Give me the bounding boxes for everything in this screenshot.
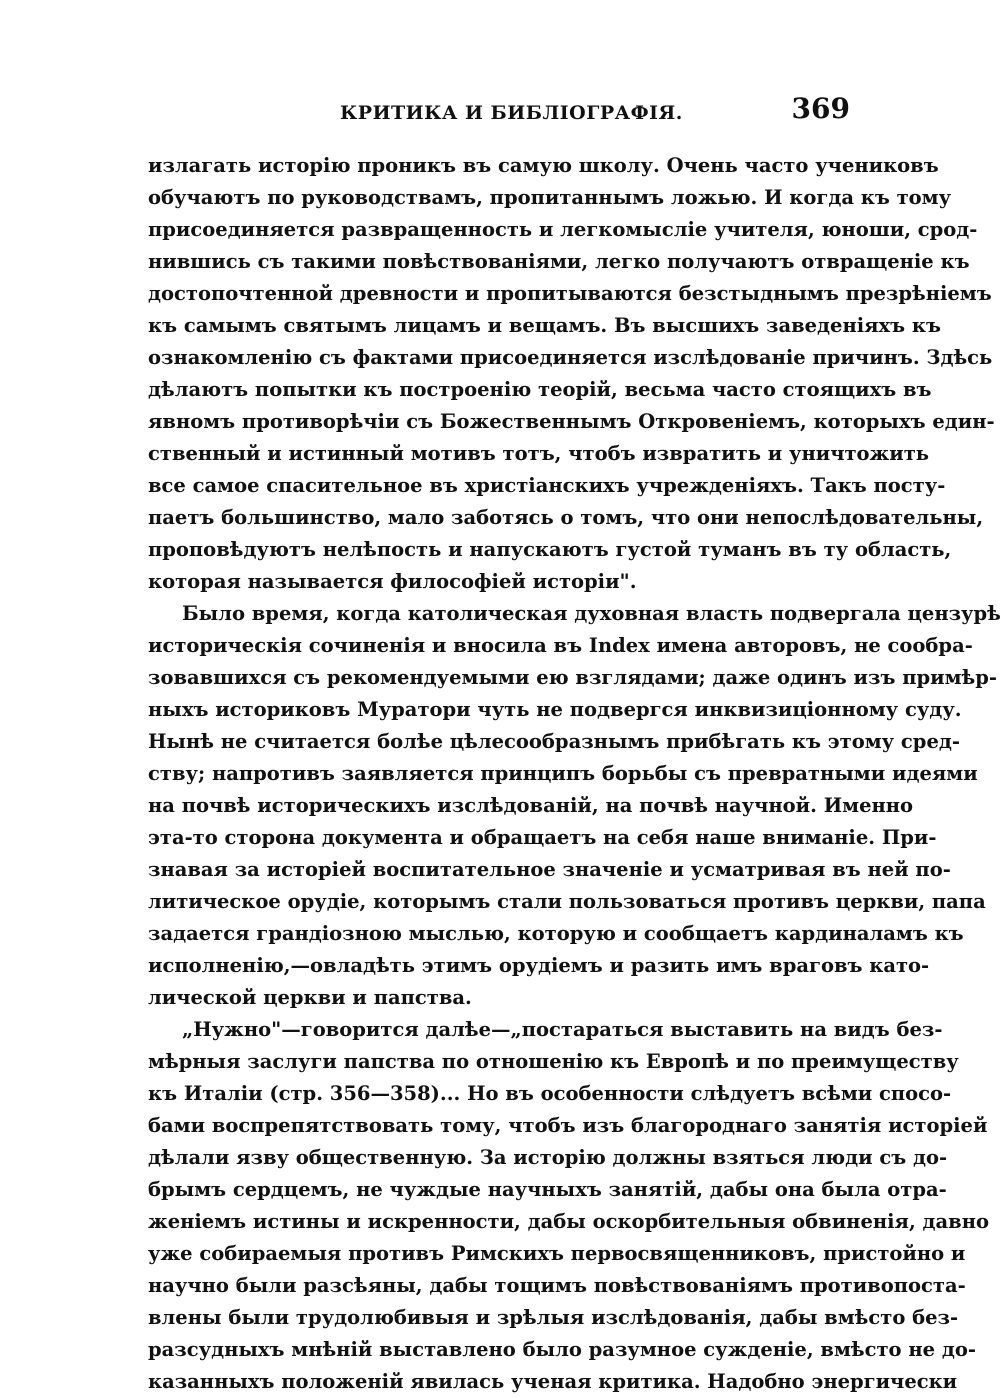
text-line: научно были разсѣяны, дабы тощимъ повѣствованіямъ противопоста-	[148, 1274, 966, 1297]
page-number: 369	[791, 92, 850, 125]
text-line: эта-то сторона документа и обращаетъ на себя наше вниманіе. При-	[148, 826, 937, 849]
text-line: разсудныхъ мнѣній выставлено было разумное сужденіе, вмѣсто не до-	[148, 1338, 976, 1361]
text-line: уже собираемыя противъ Римскихъ первосвященниковъ, пристойно и	[148, 1242, 966, 1265]
text-line: задается грандіозною мыслью, которую и сообщаетъ кардиналамъ къ	[148, 922, 964, 945]
text-line: къ Италіи (стр. 356—358)... Но въ особенности слѣдуетъ всѣми спосо-	[148, 1082, 952, 1105]
text-line: нившись съ такими повѣствованіями, легко получаютъ отвращеніе къ	[148, 250, 970, 273]
running-head: КРИТИКА И БИБЛІОГРАФІЯ.	[340, 102, 683, 124]
text-line: на почвѣ историческихъ изслѣдованій, на почвѣ научной. Именно	[148, 794, 914, 817]
paragraph-start-line: „Нужно"—говорится далѣе—„постараться выставить на видъ без-	[182, 1018, 943, 1041]
text-line: дѣлаютъ попытки къ построенію теорій, весьма часто стоящихъ въ	[148, 378, 932, 401]
text-line: знавая за исторіей воспитательное значеніе и усматривая въ ней по-	[148, 858, 951, 881]
text-line: женіемъ истины и искренности, дабы оскорбительныя обвиненія, давно	[148, 1210, 989, 1233]
text-line: проповѣдуютъ нелѣпость и напускаютъ густой туманъ въ ту область,	[148, 538, 952, 561]
text-line: историческія сочиненія и вносила въ Index имена авторовъ, не сообра-	[148, 634, 973, 657]
text-line: которая называется философіей исторіи".	[148, 570, 637, 593]
text-line: казанныхъ положеній явилась ученая критика. Надобно энергически	[148, 1370, 958, 1393]
text-line: излагать исторію проникъ въ самую школу. Очень часто учениковъ	[148, 154, 939, 177]
page-header	[150, 92, 850, 132]
text-line: ству; напротивъ заявляется принципъ борьбы съ превратными идеями	[148, 762, 978, 785]
text-line: достопочтенной древности и пропитываются безстыднымъ презрѣніемъ	[148, 282, 992, 305]
text-line: явномъ противорѣчіи съ Божественнымъ Откровеніемъ, которыхъ един-	[148, 410, 995, 433]
text-line: паетъ большинство, мало заботясь о томъ, что они непослѣдовательны,	[148, 506, 984, 529]
text-line: брымъ сердцемъ, не чуждые научныхъ занятій, дабы она была отра-	[148, 1178, 947, 1201]
body-text	[148, 150, 1001, 1398]
text-line: исполненію,—овладѣть этимъ орудіемъ и разить имъ враговъ като-	[148, 954, 930, 977]
text-line: къ самымъ святымъ лицамъ и вещамъ. Въ высшихъ заведеніяхъ къ	[148, 314, 941, 337]
text-line: дѣлали язву общественную. За исторію должны взяться люди съ до-	[148, 1146, 948, 1169]
text-line: бами воспрепятствовать тому, чтобъ изъ благороднаго занятія исторіей	[148, 1114, 988, 1137]
text-line: зовавшихся съ рекомендуемыми ею взглядами; даже одинъ изъ примѣр-	[148, 666, 997, 689]
text-line: присоединяется развращенность и легкомысліе учителя, юноши, срод-	[148, 218, 978, 241]
text-line: Нынѣ не считается болѣе цѣлесообразнымъ прибѣгать къ этому сред-	[148, 730, 960, 753]
paragraph-start-line: Было время, когда католическая духовная власть подвергала цензурѣ	[182, 602, 1001, 625]
text-line: обучаютъ по руководствамъ, пропитаннымъ ложью. И когда къ тому	[148, 186, 952, 209]
text-line: все самое спасительное въ христіанскихъ учрежденіяхъ. Такъ посту-	[148, 474, 946, 497]
text-line: мѣрныя заслуги папства по отношенію къ Европѣ и по преимуществу	[148, 1050, 959, 1073]
text-line: ственный и истинный мотивъ тотъ, чтобъ извратить и уничтожить	[148, 442, 930, 465]
text-line: влены были трудолюбивыя и зрѣлыя изслѣдованія, дабы вмѣсто без-	[148, 1306, 959, 1329]
text-line: лической церкви и папства.	[148, 986, 472, 1009]
text-line: ныхъ историковъ Муратори чуть не подвергся инквизиціонному суду.	[148, 698, 962, 721]
text-line: ознакомленію съ фактами присоединяется изслѣдованіе причинъ. Здѣсь	[148, 346, 993, 369]
text-line: литическое орудіе, которымъ стали пользоваться противъ церкви, папа	[148, 890, 986, 913]
